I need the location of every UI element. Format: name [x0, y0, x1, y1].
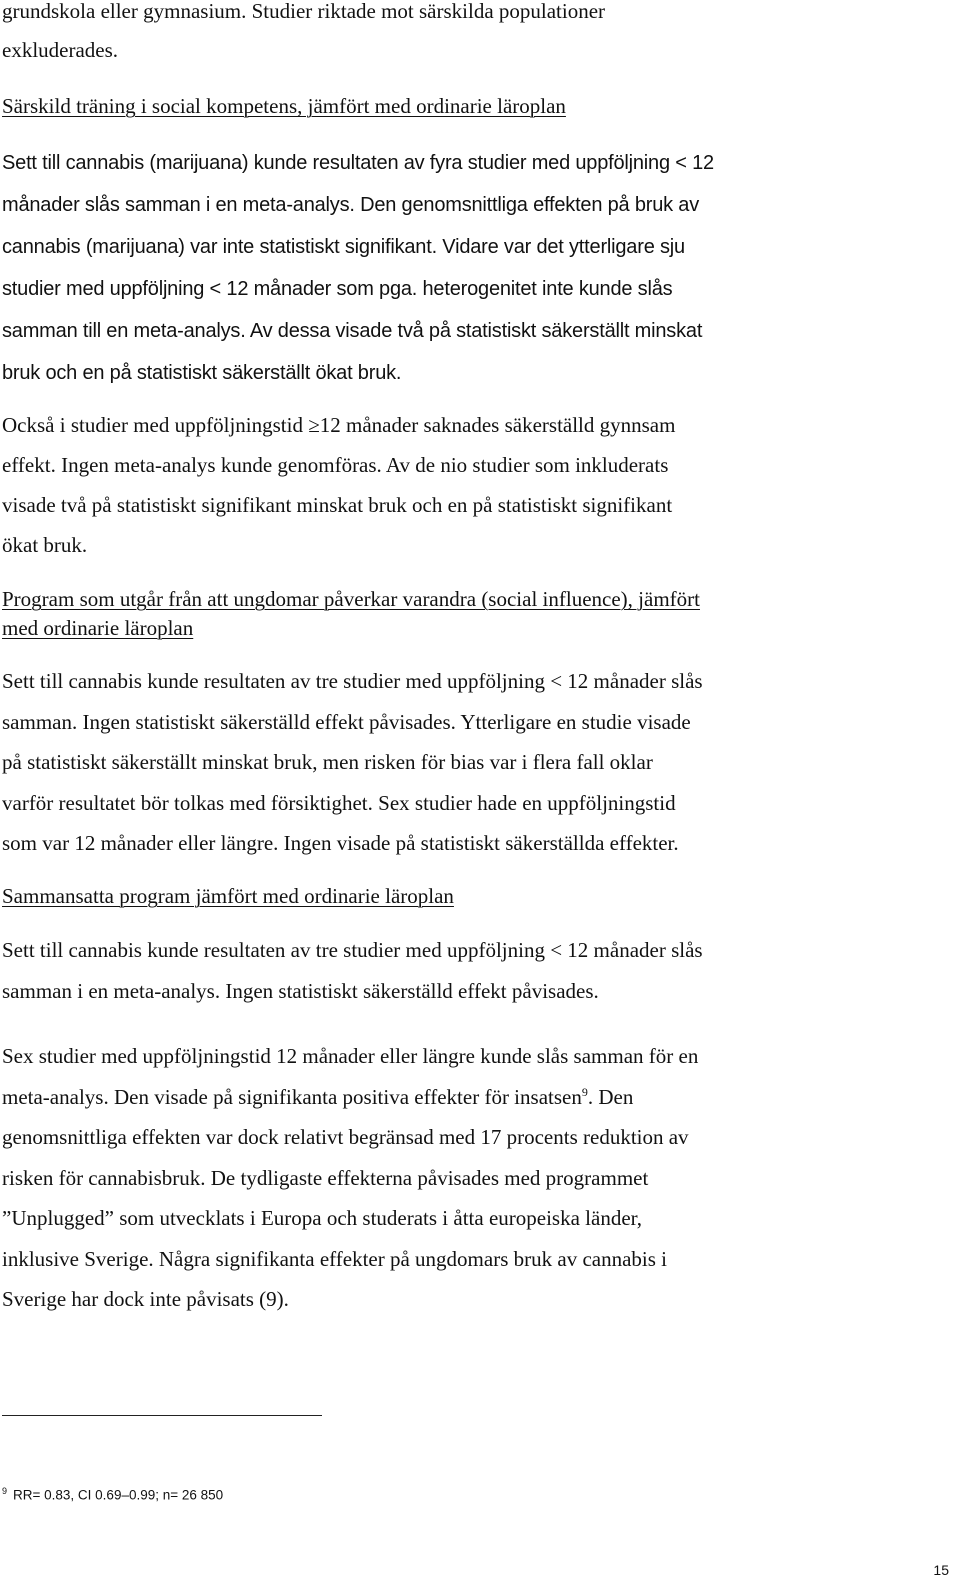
- text-line: samman i en meta-analys. Ingen statistiskt säkerställd effekt påvisades.: [2, 978, 599, 1003]
- text-line: ”Unplugged” som utvecklats i Europa och studerats i åtta europeiska länder,: [2, 1206, 643, 1230]
- paragraph-social-competence-1: [2, 142, 902, 394]
- text-line: genomsnittliga effekten var dock relativt begränsad med 17 procents reduktion av: [2, 1125, 689, 1149]
- text-line: cannabis (marijuana) var inte statistiskt signifikant. Vidare var det ytterligare sju: [2, 236, 685, 258]
- heading-text: med ordinarie läroplan: [2, 616, 194, 640]
- paragraph-combined-2: [2, 1036, 902, 1320]
- footnote-marker: 9: [2, 1486, 8, 1496]
- text-line: [2, 1077, 902, 1118]
- heading-text: Sammansatta program jämfört med ordinarie läroplan: [2, 884, 454, 908]
- intro-paragraph: [2, 0, 902, 70]
- heading-text: Program som utgår från att ungdomar påverkar varandra (social influence), jämfört: [2, 587, 700, 611]
- text-line: Också i studier med uppföljningstid ≥12 månader saknades säkerställd gynnsam: [2, 413, 676, 437]
- text-line: på statistiskt säkerställt minskat bruk, men risken för bias var i flera fall oklar: [2, 750, 653, 774]
- text-segment: . Den: [587, 1084, 634, 1109]
- text-line: samman. Ingen statistiskt säkerställd effekt påvisades. Ytterligare en studie visade: [2, 709, 691, 734]
- text-line: varför resultatet bör tolkas med försiktighet. Sex studier hade en uppföljningstid: [2, 790, 676, 815]
- footnote-text: RR= 0.83, CI 0.69–0.99; n= 26 850: [13, 1487, 224, 1503]
- text-segment: meta-analys. Den visade på signifikanta positiva effekter för insatsen: [2, 1084, 582, 1109]
- paragraph-social-competence-2: [2, 405, 902, 565]
- text-line: bruk och en på statistiskt säkerställt ökat bruk.: [2, 362, 402, 384]
- paragraph-combined-1: [2, 930, 902, 1011]
- section-heading-combined-programs: [2, 876, 902, 917]
- text-line: risken för cannabisbruk. De tydligaste effekterna påvisades med programmet: [2, 1165, 649, 1190]
- footnote-divider: [2, 1415, 322, 1416]
- text-line: månader slås samman i en meta-analys. Den genomsnittliga effekten på bruk av: [2, 194, 700, 216]
- text-line: som var 12 månader eller längre. Ingen visade på statistiskt säkerställda effekter.: [2, 831, 679, 855]
- paragraph-social-influence: [2, 661, 902, 864]
- text-line: Sex studier med uppföljningstid 12 månader eller längre kunde slås samman för en: [2, 1044, 699, 1068]
- heading-text: Särskild träning i social kompetens, jämfört med ordinarie läroplan: [2, 94, 566, 118]
- text-line: exkluderades.: [2, 38, 119, 62]
- footnote: [2, 1486, 223, 1503]
- text-line: Sett till cannabis (marijuana) kunde resultaten av fyra studier med uppföljning < 12: [2, 152, 714, 174]
- page-number: 15: [933, 1562, 949, 1578]
- text-line: Sett till cannabis kunde resultaten av tre studier med uppföljning < 12 månader slås: [2, 938, 703, 962]
- text-line: Sett till cannabis kunde resultaten av tre studier med uppföljning < 12 månader slås: [2, 669, 703, 693]
- text-line: inklusive Sverige. Några signifikanta effekter på ungdomars bruk av cannabis i: [2, 1246, 667, 1271]
- text-line: visade två på statistiskt signifikant minskat bruk och en på statistiskt signifikant: [2, 493, 673, 517]
- text-line: Sverige har dock inte påvisats (9).: [2, 1287, 289, 1311]
- text-line: grundskola eller gymnasium. Studier riktade mot särskilda populationer: [2, 0, 606, 23]
- text-line: ökat bruk.: [2, 533, 88, 557]
- text-line: studier med uppföljning < 12 månader som pga. heterogenitet inte kunde slås: [2, 278, 673, 300]
- section-heading-social-influence: [2, 585, 902, 643]
- section-heading-social-competence: [2, 86, 902, 127]
- footnote-reference[interactable]: 9: [581, 1084, 588, 1099]
- text-line: effekt. Ingen meta-analys kunde genomföras. Av de nio studier som inkluderats: [2, 453, 669, 477]
- text-line: samman till en meta-analys. Av dessa visade två på statistiskt säkerställt minskat: [2, 320, 703, 342]
